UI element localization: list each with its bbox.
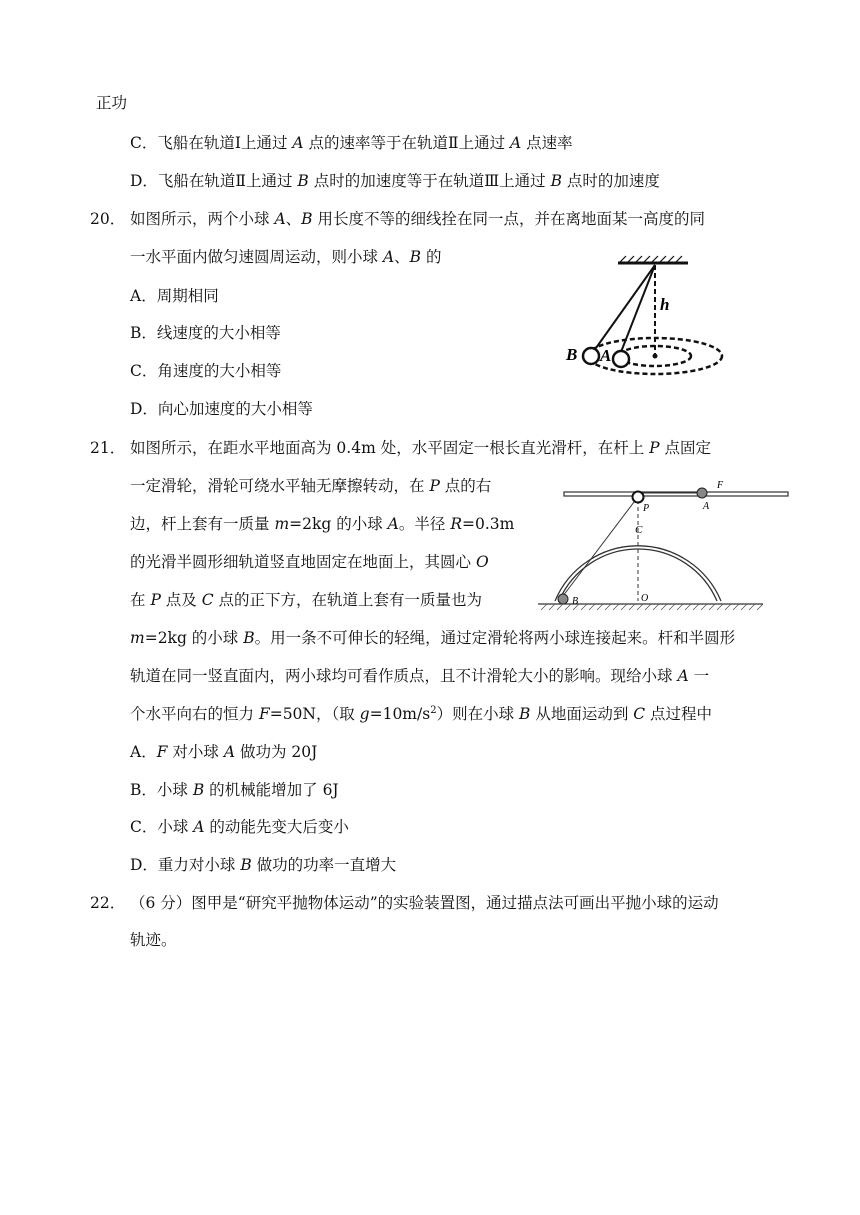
- label-h: h: [660, 295, 670, 314]
- label-a: A: [600, 346, 612, 365]
- q21-stem-line1: 如图所示，在距水平地面高为 0.4m 处，水平固定一根长直光滑杆，在杆上 P 点固定: [130, 439, 712, 457]
- q20-stem-line1: 如图所示，两个小球 A、B 用长度不等的细线拴在同一点，并在离地面某一高度的同: [130, 210, 705, 228]
- q20-number: 20．: [90, 210, 126, 228]
- q21-option-c: C．小球 A 的动能先变大后变小: [130, 818, 349, 836]
- label-a: A: [703, 501, 710, 512]
- q21-stem-line4: 的光滑半圆形细轨道竖直地固定在地面上，其圆心 O: [130, 553, 489, 571]
- q20-stem-line2: 一水平面内做匀速圆周运动，则小球 A、B 的: [130, 248, 442, 266]
- q21-stem-line7: 轨道在同一竖直面内，两小球均可看作质点，且不计滑轮大小的影响。现给小球 A 一: [130, 667, 710, 685]
- string-b: [596, 265, 655, 348]
- q21-stem-line2: 一定滑轮，滑轮可绕水平轴无摩擦转动，在 P 点的右: [130, 477, 492, 495]
- q20-conical-pendulum-figure: [560, 255, 730, 380]
- q20-option-d: D．向心加速度的大小相等: [130, 400, 313, 418]
- pulley: [633, 492, 644, 503]
- label-b: B: [572, 596, 579, 607]
- q19-continuation: 正功: [96, 94, 128, 112]
- label-p: P: [643, 503, 650, 514]
- label-f: F: [717, 480, 724, 491]
- q21-option-a: A．F 对小球 A 做功为 20J: [130, 743, 318, 761]
- q22-stem-line1: （6 分）图甲是“研究平抛物体运动”的实验装置图，通过描点法可画出平抛小球的运动: [130, 894, 719, 912]
- q19-option-c: C．飞船在轨道Ⅰ上通过 A 点的速率等于在轨道Ⅱ上通过 A 点速率: [130, 134, 573, 152]
- q22-stem-line2: 轨迹。: [130, 931, 177, 949]
- ball-a: [613, 351, 629, 367]
- label-o: O: [641, 593, 649, 604]
- q21-option-b: B．小球 B 的机械能增加了 6J: [130, 781, 339, 799]
- q22-number: 22．: [90, 894, 126, 912]
- ceiling-hatch: [620, 256, 682, 262]
- q21-option-d: D．重力对小球 B 做功的功率一直增大: [130, 856, 397, 874]
- q21-stem-line6: m=2kg 的小球 B。用一条不可伸长的轻绳，通过定滑轮将两小球连接起来。杆和半圆形: [130, 629, 736, 647]
- rope-to-b: [563, 502, 634, 596]
- ball-b: [558, 594, 568, 604]
- q21-stem-line8: 个水平向右的恒力 F=50N，（取 $g=10m/s^2$）则在小球 B 从地面运动到 C 点过程中: [130, 705, 713, 723]
- center-dot: [653, 354, 658, 359]
- ball-a: [697, 488, 707, 498]
- label-b: B: [566, 345, 578, 364]
- q21-stem-line3: 边，杆上套有一质量 m=2kg 的小球 A。半径 R=0.3m: [130, 515, 515, 533]
- q20-option-b: B．线速度的大小相等: [130, 324, 281, 342]
- label-c: C: [635, 524, 643, 536]
- q19-option-d: D．飞船在轨道Ⅱ上通过 B 点时的加速度等于在轨道Ⅲ上通过 B 点时的加速度: [130, 172, 660, 190]
- q20-option-a: A．周期相同: [130, 287, 219, 305]
- ball-b: [583, 348, 599, 364]
- q21-number: 21．: [90, 439, 126, 457]
- q20-option-c: C．角速度的大小相等: [130, 362, 282, 380]
- q21-pulley-semicircle-figure: [535, 478, 790, 616]
- q21-stem-line5: 在 P 点及 C 点的正下方，在轨道上套有一质量也为: [130, 591, 483, 609]
